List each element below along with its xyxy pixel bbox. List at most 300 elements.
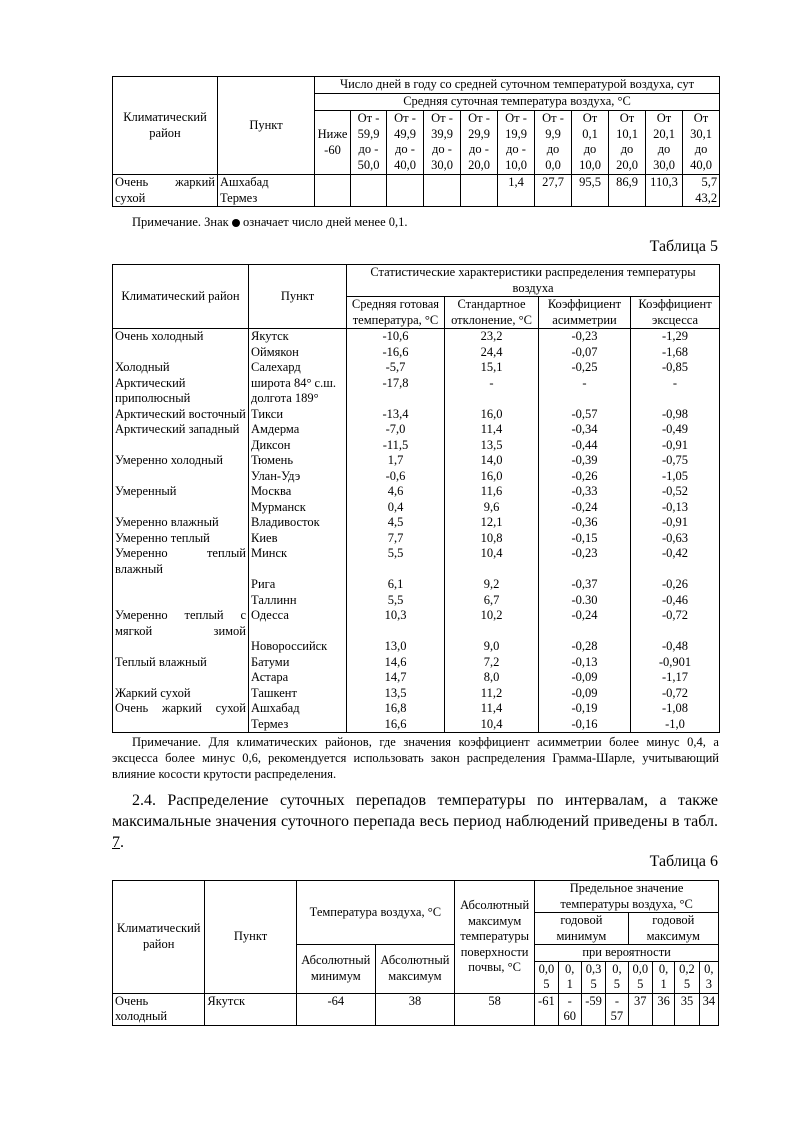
t5-cell: -10,6	[347, 329, 445, 345]
t5-cell: 16,8	[347, 701, 445, 717]
t4-col-header-line: 59,9	[357, 126, 380, 141]
t6-cell-line: -	[614, 993, 619, 1008]
t5-row-region: Жаркий сухой	[113, 686, 249, 702]
t4-col-header-line: до -	[506, 142, 526, 156]
t5-row-region	[113, 593, 249, 609]
t5-row-region: Умеренно теплый влажный	[113, 546, 249, 577]
t6-probability	[535, 961, 558, 993]
t4-col-header-line: до -	[469, 142, 489, 156]
t4-cell	[498, 175, 535, 207]
t4-col-header-line: От -	[542, 111, 564, 125]
t5-cell: 13,0	[347, 639, 445, 655]
t5-cell: -1,08	[631, 701, 720, 717]
t5-row-region: Теплый влажный	[113, 655, 249, 671]
t4-col-header-line: От -	[468, 111, 490, 125]
t4-cell	[315, 175, 351, 207]
t5-header-region: Климатический район	[113, 265, 249, 329]
t6-probability-line: 1	[660, 977, 667, 991]
t6-probability-line: 0,	[704, 961, 714, 976]
t5-cell: -0,48	[631, 639, 720, 655]
t5-cell: 10,4	[445, 717, 539, 733]
t5-cell: 9,2	[445, 577, 539, 593]
t4-header-region: Климатический район	[113, 77, 218, 175]
t6-cell-line: 34	[702, 993, 716, 1008]
t5-cell: 0,4	[347, 500, 445, 516]
t4-col-header-line: 30,0	[431, 157, 453, 172]
t5-cell: -1,68	[631, 345, 720, 361]
t5-subheader: Стандартное отклонение, °С	[445, 297, 539, 329]
t5-header-point: Пункт	[249, 265, 347, 329]
table6-caption: Таблица 6	[649, 853, 718, 870]
t5-cell: -0.30	[539, 593, 631, 609]
t6-header-limit: Предельное значение температуры воздуха, °С	[535, 881, 719, 913]
t4-col-header-line: От	[582, 111, 598, 125]
t6-probability-line: 5	[543, 977, 550, 991]
t4-row-point	[218, 175, 315, 207]
paragraph-2-4-end: .	[120, 834, 124, 851]
t6-header-year-max: годовой максимум	[628, 913, 718, 945]
t5-cell: 1,7	[347, 453, 445, 469]
t4-col-header-line: до	[620, 142, 634, 156]
table-7-link[interactable]: 7	[112, 834, 120, 851]
t5-row-region: Очень холодный	[113, 329, 249, 345]
t5-cell: -0,46	[631, 593, 720, 609]
t5-cell: -0,25	[539, 360, 631, 376]
t4-col-header	[683, 111, 720, 175]
table-row	[113, 360, 720, 376]
t5-cell: 11,4	[445, 422, 539, 438]
table-row	[113, 608, 720, 639]
t6-probability-line: 0,	[612, 961, 622, 976]
t5-row-point: Москва	[249, 484, 347, 500]
t5-cell: 10,2	[445, 608, 539, 639]
t5-cell: -1,05	[631, 469, 720, 485]
t4-col-header	[498, 111, 535, 175]
t5-subheader: Коэффициент эксцесса	[631, 297, 720, 329]
table-row	[113, 577, 720, 593]
t6-probability-line: 0,	[565, 961, 575, 976]
t4-cell	[461, 175, 498, 207]
t5-row-point: Минск	[249, 546, 347, 577]
t5-cell: -0,23	[539, 329, 631, 345]
t6-cell	[581, 993, 605, 1025]
table-row	[113, 717, 720, 733]
t4-col-header-line: 29,9	[468, 126, 490, 141]
t5-cell: 16,6	[347, 717, 445, 733]
t6-header-soil: Абсолютный максимум температуры поверхности почвы, °С	[455, 881, 535, 994]
t5-cell: 15,1	[445, 360, 539, 376]
t5-cell: 11,2	[445, 686, 539, 702]
t4-col-header	[315, 111, 351, 175]
note-distribution: Примечание. Для климатических районов, где значения коэффициент асимметрии более минус 0,4, а эксцесса более минус 0,6, рекомендуется использовать закон распределения Грамма-Шарле, учитывающий влияние косости крутости распределения.	[112, 735, 719, 781]
t4-col-header-line: От -	[505, 111, 527, 125]
t4-row-region: Очень жаркий сухой	[113, 175, 218, 207]
t6-probability	[675, 961, 699, 993]
t5-row-point: Якутск	[249, 329, 347, 345]
table-row	[113, 500, 720, 516]
t5-row-point: Ташкент	[249, 686, 347, 702]
t5-cell: 11,4	[445, 701, 539, 717]
t5-row-point: Киев	[249, 531, 347, 547]
t5-cell: -1,29	[631, 329, 720, 345]
t5-row-region: Умеренно теплый	[113, 531, 249, 547]
t5-cell: 13,5	[445, 438, 539, 454]
note-dot-text-before: Примечание. Знак	[132, 215, 229, 229]
t4-col-header-line: От	[656, 111, 672, 125]
t5-row-region: Умеренно влажный	[113, 515, 249, 531]
t5-cell: 14,7	[347, 670, 445, 686]
t5-row-region	[113, 717, 249, 733]
t4-col-header-line: 49,9	[394, 126, 416, 141]
t5-row-region	[113, 639, 249, 655]
t5-cell: 23,2	[445, 329, 539, 345]
t5-row-point: Оймякон	[249, 345, 347, 361]
t4-header-avg: Средняя суточная температура воздуха, °С	[315, 94, 720, 111]
t4-col-header-line: 10,0	[579, 157, 601, 172]
t4-col-header-line: 20,0	[468, 157, 490, 172]
t4-col-header-line: 0,0	[545, 157, 561, 172]
t6-probability-line: 0,0	[538, 961, 555, 976]
t4-col-header-line: 0,1	[582, 126, 598, 141]
table-row	[113, 453, 720, 469]
t5-cell: -0,26	[631, 577, 720, 593]
t4-col-header-line: до -	[432, 142, 452, 156]
table-row	[113, 484, 720, 500]
t6-header-temp: Температура воздуха, °С	[296, 881, 454, 945]
t5-cell: -0,19	[539, 701, 631, 717]
t4-cell-value: 1,4	[508, 175, 524, 189]
t4-col-header	[424, 111, 461, 175]
t5-cell: -0,34	[539, 422, 631, 438]
t6-cell-line: -	[567, 993, 572, 1008]
note-dot-sign	[132, 214, 408, 230]
t6-cell	[558, 993, 581, 1025]
t5-cell: 12,1	[445, 515, 539, 531]
t5-subheader: Коэффициент асимметрии	[539, 297, 631, 329]
t5-cell: 16,0	[445, 407, 539, 423]
t4-col-header-line: 39,9	[431, 126, 453, 141]
t5-cell: 13,5	[347, 686, 445, 702]
t6-probability	[652, 961, 674, 993]
t4-col-header-line: -60	[324, 142, 341, 157]
t4-cell-value: 5,7	[701, 175, 718, 189]
t5-cell: -	[631, 376, 720, 407]
t5-cell: -5,7	[347, 360, 445, 376]
t6-probability-line: 5	[637, 977, 644, 991]
t4-col-header-line: От -	[394, 111, 416, 125]
t4-col-header-line: до	[583, 142, 597, 156]
t5-cell: -0,24	[539, 500, 631, 516]
t5-cell: 14,6	[347, 655, 445, 671]
t6-row-soil: 58	[455, 993, 535, 1025]
t5-cell: 5,5	[347, 593, 445, 609]
t5-cell: -0,13	[631, 500, 720, 516]
t6-probability-line: 5	[613, 977, 621, 991]
t6-probability-line: 3	[705, 977, 712, 991]
t5-row-point: Тикси	[249, 407, 347, 423]
t5-cell: 10,4	[445, 546, 539, 577]
t6-cell	[535, 993, 558, 1025]
t6-probability-line: 0,	[658, 961, 669, 976]
t6-row-region: Очень холодный	[113, 993, 205, 1025]
t6-row-abs-min: -64	[296, 993, 375, 1025]
t4-row-point-line: Ашхабад	[220, 175, 269, 189]
table-row	[113, 329, 720, 345]
t5-cell: -0,33	[539, 484, 631, 500]
t5-cell: 24,4	[445, 345, 539, 361]
t6-cell	[652, 993, 674, 1025]
t5-cell: -0,16	[539, 717, 631, 733]
table-row	[113, 422, 720, 438]
t5-row-point: Диксон	[249, 438, 347, 454]
t6-cell-line: -59	[585, 993, 602, 1008]
t4-cell	[351, 175, 387, 207]
t6-cell	[606, 993, 628, 1025]
t5-cell: -0,52	[631, 484, 720, 500]
t5-cell: 7,7	[347, 531, 445, 547]
table-row	[113, 469, 720, 485]
t4-col-header-line: 40,0	[690, 157, 712, 172]
t4-col-header-line: 10,0	[505, 157, 527, 172]
t5-cell: 14,0	[445, 453, 539, 469]
t6-probability	[699, 961, 718, 993]
t5-cell: -0,6	[347, 469, 445, 485]
table-row	[113, 655, 720, 671]
t5-cell: -0,28	[539, 639, 631, 655]
t4-col-header-line: 30,1	[690, 126, 712, 141]
t5-cell: -0,49	[631, 422, 720, 438]
t4-cell	[572, 175, 609, 207]
t5-row-region	[113, 438, 249, 454]
t5-cell: -0,24	[539, 608, 631, 639]
t4-cell	[535, 175, 572, 207]
t4-cell-value: 86,9	[616, 175, 638, 189]
t5-cell: -0,44	[539, 438, 631, 454]
t4-col-header-line: до	[657, 142, 671, 156]
t5-row-point: Салехард	[249, 360, 347, 376]
t5-cell: 9,6	[445, 500, 539, 516]
t4-col-header	[461, 111, 498, 175]
t6-cell-line: 60	[563, 1009, 576, 1023]
t6-header-region: Климатический район	[113, 881, 205, 994]
t6-header-abs-max: Абсолютный максимум	[375, 945, 454, 994]
table-row	[113, 438, 720, 454]
t5-cell: 11,6	[445, 484, 539, 500]
t5-cell: -0,36	[539, 515, 631, 531]
t4-col-header-line: 30,0	[653, 157, 675, 172]
t5-cell: -0,42	[631, 546, 720, 577]
t6-cell-line: 36	[657, 993, 670, 1008]
t5-cell: -13,4	[347, 407, 445, 423]
black-dot-icon	[232, 219, 240, 227]
t4-header-point: Пункт	[218, 77, 315, 175]
t6-header-abs-min: Абсолютный минимум	[296, 945, 375, 994]
t5-cell: -16,6	[347, 345, 445, 361]
t4-header-days: Число дней в году со средней суточном температурой воздуха, сут	[315, 77, 720, 94]
t5-cell: 5,5	[347, 546, 445, 577]
t4-col-header-line: Ниже	[317, 127, 348, 141]
t4-col-header-line: до	[546, 142, 560, 156]
t6-cell	[675, 993, 699, 1025]
table-row	[113, 407, 720, 423]
t5-cell: -0,75	[631, 453, 720, 469]
table-row	[113, 546, 720, 577]
t5-cell: -0,37	[539, 577, 631, 593]
t4-cell-value: 95,5	[579, 175, 601, 189]
t4-cell-extra: 43,2	[695, 190, 718, 205]
t4-col-header	[535, 111, 572, 175]
t6-cell-line: 37	[634, 993, 647, 1008]
t4-col-header	[351, 111, 387, 175]
table-row	[113, 701, 720, 717]
t6-cell-line: 35	[680, 993, 694, 1008]
t5-row-point: Таллинн	[249, 593, 347, 609]
t4-col-header	[609, 111, 646, 175]
t5-row-region: Очень жаркий сухой	[113, 701, 249, 717]
t4-col-header-line: 19,9	[505, 126, 527, 141]
table-row	[113, 670, 720, 686]
t5-cell: -0,57	[539, 407, 631, 423]
t5-cell: -0,63	[631, 531, 720, 547]
t5-row-region: Арктический восточный	[113, 407, 249, 423]
t5-cell: -	[539, 376, 631, 407]
t5-cell: -0,72	[631, 686, 720, 702]
t5-cell: 16,0	[445, 469, 539, 485]
table-days-by-temperature	[112, 76, 720, 207]
t5-cell: -0,13	[539, 655, 631, 671]
t4-col-header-line: От -	[357, 111, 380, 125]
t6-probability	[581, 961, 605, 993]
t6-probability	[628, 961, 652, 993]
t5-row-region	[113, 469, 249, 485]
paragraph-2-4	[112, 790, 718, 853]
t4-col-header-line: 10,1	[616, 126, 638, 141]
t4-col-header-line: до -	[358, 142, 379, 156]
t5-row-region: Холодный	[113, 360, 249, 376]
t5-cell: 4,6	[347, 484, 445, 500]
t5-row-point: широта 84° с.ш. долгота 189°	[249, 376, 347, 407]
t5-cell: 7,2	[445, 655, 539, 671]
t5-cell: 9,0	[445, 639, 539, 655]
t6-cell-line: -61	[538, 993, 555, 1008]
table-temperature-statistics	[112, 264, 720, 733]
t4-col-header	[646, 111, 683, 175]
t5-cell: -0,09	[539, 686, 631, 702]
t5-cell: -11,5	[347, 438, 445, 454]
t4-cell	[683, 175, 720, 207]
t4-cell	[646, 175, 683, 207]
t5-cell: -0,98	[631, 407, 720, 423]
t5-row-region	[113, 500, 249, 516]
t5-cell: 8,0	[445, 670, 539, 686]
t6-probability-line: 0,2	[679, 961, 695, 976]
t5-cell: -0,91	[631, 438, 720, 454]
note-dot-text-after: означает число дней менее 0,1.	[242, 215, 408, 229]
t5-cell: 4,5	[347, 515, 445, 531]
t4-col-header-line: 20,1	[653, 126, 675, 141]
t6-header-probability: при вероятности	[535, 945, 719, 962]
t5-row-point: Ашхабад	[249, 701, 347, 717]
t5-cell: -0,901	[631, 655, 720, 671]
t4-cell	[387, 175, 424, 207]
t5-cell: -0,39	[539, 453, 631, 469]
t5-row-region	[113, 670, 249, 686]
t4-col-header	[387, 111, 424, 175]
t6-cell-line: 57	[610, 1009, 624, 1023]
t4-col-header-line: 20,0	[616, 157, 638, 172]
t5-cell: -0,85	[631, 360, 720, 376]
t4-cell-value: 27,7	[542, 175, 564, 189]
table-row	[113, 376, 720, 407]
t4-cell-value: 110,3	[650, 175, 678, 189]
t5-cell: -17,8	[347, 376, 445, 407]
t5-row-region	[113, 345, 249, 361]
t5-row-point: Батуми	[249, 655, 347, 671]
t6-probability-line: 0,0	[632, 961, 649, 976]
table-row	[113, 639, 720, 655]
t4-col-header-line: 9,9	[545, 126, 561, 141]
t5-cell: -0,07	[539, 345, 631, 361]
t5-row-point: Астара	[249, 670, 347, 686]
t5-cell: -0,91	[631, 515, 720, 531]
table-row	[113, 593, 720, 609]
table5-caption: Таблица 5	[649, 238, 718, 255]
t5-row-region: Арктический приполюсный	[113, 376, 249, 407]
t5-cell: 10,3	[347, 608, 445, 639]
t5-cell: -0,09	[539, 670, 631, 686]
t6-header-point: Пункт	[205, 881, 296, 994]
t5-row-region: Умеренный	[113, 484, 249, 500]
t5-row-point: Владивосток	[249, 515, 347, 531]
paragraph-2-4-text: 2.4. Распределение суточных перепадов температуры по интервалам, а также максимальные значения суточного перепада весь период наблюдений приведены в табл.	[112, 792, 718, 830]
t4-col-header	[572, 111, 609, 175]
t6-probability-line: 5	[590, 977, 597, 991]
t4-col-header-line: до -	[395, 142, 415, 156]
t5-cell: 6,1	[347, 577, 445, 593]
t5-row-region: Арктический западный	[113, 422, 249, 438]
t4-row-point-line: Термез	[220, 190, 258, 205]
t6-probability-line: 1	[566, 977, 573, 991]
t4-col-header-line: От	[693, 111, 709, 125]
t4-col-header-line: 50,0	[357, 157, 380, 172]
t5-subheader: Средняя готовая температура, °С	[347, 297, 445, 329]
t4-col-header-line: до	[694, 142, 708, 156]
table-row	[113, 686, 720, 702]
t5-row-region: Умеренно теплый с мягкой зимой	[113, 608, 249, 639]
t5-row-point: Термез	[249, 717, 347, 733]
t4-col-header-line: От	[619, 111, 635, 125]
t6-probability-line: 5	[683, 977, 691, 991]
t6-probability	[558, 961, 581, 993]
t5-cell: -1,17	[631, 670, 720, 686]
t6-probability-line: 0,3	[585, 961, 602, 976]
t6-row-abs-max: 38	[375, 993, 454, 1025]
t5-row-point: Мурманск	[249, 500, 347, 516]
t6-header-year-min: годовой минимум	[535, 913, 628, 945]
t5-row-point: Одесса	[249, 608, 347, 639]
t5-cell: -0,26	[539, 469, 631, 485]
t5-row-region: Умеренно холодный	[113, 453, 249, 469]
t4-cell	[424, 175, 461, 207]
t5-row-point: Новороссийск	[249, 639, 347, 655]
t6-row-point: Якутск	[205, 993, 296, 1025]
t5-cell: -0,72	[631, 608, 720, 639]
t5-cell: -7,0	[347, 422, 445, 438]
table-extreme-temperatures	[112, 880, 719, 1026]
t4-col-header-line: От -	[431, 111, 453, 125]
t5-row-point: Улан-Удэ	[249, 469, 347, 485]
t5-row-point: Тюмень	[249, 453, 347, 469]
